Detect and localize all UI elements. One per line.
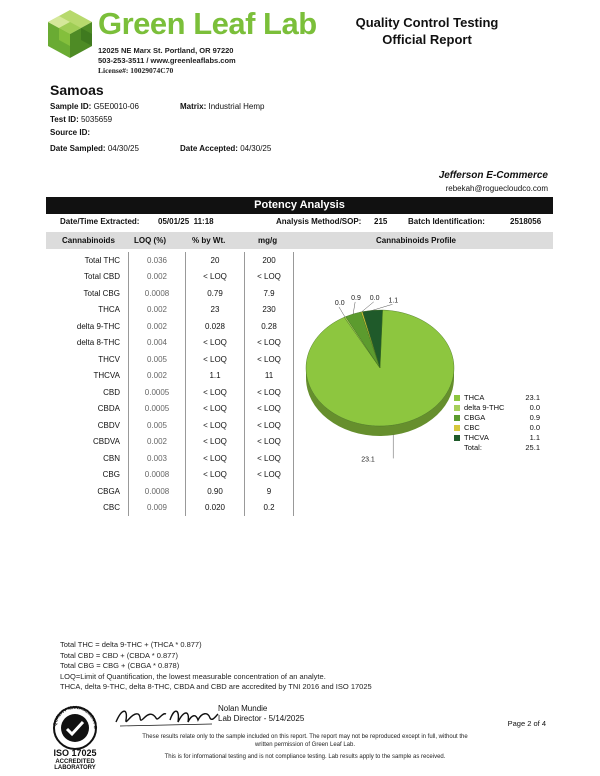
client-email: rebekah@roguecloudco.com [445,184,548,193]
legend-total [452,443,546,453]
potency-table [46,252,294,516]
cannabinoids-pie-chart [300,262,460,494]
table-row [46,335,294,352]
disclaimer-line-3: This is for informational testing and is not compliance testing. Lab results apply to the sample as received. [164,754,446,760]
extracted-value: 05/01/25 11:18 [158,217,214,226]
extracted-label: Date/Time Extracted: [60,217,140,226]
date-accepted [180,143,271,155]
report-title-line-2: Official Report [382,32,472,47]
weight-percent: 0.79 [186,285,245,302]
legend-name: CBC [464,423,480,432]
loq-value: 0.004 [129,335,186,352]
footnote-line: LOQ=Limit of Quantification, the lowest measurable concentration of an analyte. [60,671,326,681]
source-id-label: Source ID: [50,128,91,137]
mg-per-g: 230 [245,302,294,319]
test-id [50,114,112,126]
date-sampled-value: 04/30/25 [107,144,139,153]
lab-address: 12025 NE Marx St. Portland, OR 97220 [98,46,234,55]
page-number: Page 2 of 4 [507,719,546,728]
loq-value: 0.0005 [129,401,186,418]
brand-name: Green Leaf Lab [98,6,317,41]
cannabinoid-name: CBDVA [93,437,120,447]
seal-iso: ISO 17025 [53,748,97,758]
cannabinoid-name: CBN [103,453,120,463]
matrix [180,101,265,113]
batch-label: Batch Identification: [408,217,485,226]
cannabinoid-name: CBD [103,387,120,397]
footnote-line: Total THC = delta 9-THC + (THCA * 0.877) [60,640,202,649]
legend-swatch [454,415,460,421]
weight-percent: 1.1 [186,368,245,385]
mg-per-g: < LOQ [245,417,294,434]
cannabinoid-name: THCVA [93,371,120,381]
loq-value: 0.0008 [129,467,186,484]
footnotes [60,640,372,693]
legend-swatch [454,425,460,431]
test-id-value: 5035659 [80,115,113,124]
pie-top [306,310,454,426]
legend-value: 0.0 [529,423,540,432]
loq-value: 0.0008 [129,285,186,302]
mg-per-g: < LOQ [245,450,294,467]
legend-entry [452,423,546,433]
loq-value: 0.036 [129,252,186,269]
weight-percent: 0.90 [186,483,245,500]
table-row [46,368,294,385]
footnote-line: THCA, delta 9-THC, delta 8-THC, CBDA and CBD are accredited by TNI 2016 and ISO 17025 [60,682,372,691]
footnote-line: Total CBD = CBD + (CBDA * 0.877) [60,650,178,660]
table-row [46,434,294,451]
pie-legend [452,393,546,453]
loq-value: 0.005 [129,351,186,368]
loq-value: 0.002 [129,434,186,451]
weight-percent: 20 [186,252,245,269]
director-signature-icon [112,704,222,732]
pie-leader-line [372,304,392,310]
mg-per-g: < LOQ [245,467,294,484]
table-row [46,252,294,269]
lab-license: License#: 10029074C70 [98,66,174,75]
mg-per-g: 11 [245,368,294,385]
loq-value: 0.003 [129,450,186,467]
disclaimer-line-1: These results relate only to the sample included on this report. The report may not be reproduced except in full, without the [142,734,468,740]
legend-total-label: Total: [464,443,482,452]
matrix-value: Industrial Hemp [208,102,265,111]
cannabinoid-name: CBDV [97,420,120,430]
legend-entry [452,433,546,443]
director-title: Lab Director - 5/14/2025 [218,714,305,723]
pie-data-label: 0.0 [369,294,380,302]
col-wt: % by Wt. [192,236,226,245]
loq-value: 0.005 [129,417,186,434]
lab-address-block [98,46,236,76]
table-row [46,285,294,302]
legend-entry [452,403,546,413]
loq-value: 0.002 [129,368,186,385]
cannabinoid-name: Total CBG [83,288,120,298]
report-title [342,14,512,48]
legend-entry [452,393,546,403]
weight-percent: 0.020 [186,500,245,517]
date-sampled [50,143,139,155]
col-cannabinoids: Cannabinoids [62,236,115,245]
sample-id [50,101,139,113]
director-name: Nolan Mundie [218,704,268,713]
legend-swatch [454,405,460,411]
iso-17025-seal-icon [46,704,104,770]
weight-percent: 0.028 [186,318,245,335]
date-accepted-value: 04/30/25 [240,144,272,153]
table-row [46,269,294,286]
table-row [46,302,294,319]
weight-percent: < LOQ [186,351,245,368]
green-leaf-lab-logo-icon [46,8,94,60]
cannabinoid-name: CBC [103,503,120,513]
weight-percent: < LOQ [186,450,245,467]
potency-table-header [46,232,553,249]
weight-percent: < LOQ [186,384,245,401]
mg-per-g: 9 [245,483,294,500]
pie-leader-line [353,302,355,314]
table-row [46,483,294,500]
loq-value: 0.002 [129,318,186,335]
loq-value: 0.0005 [129,384,186,401]
cannabinoid-name: THCV [98,354,120,364]
seal-laboratory: LABORATORY [54,765,96,770]
method-value: 215 [374,217,388,226]
pie-data-label: 1.1 [388,297,399,305]
matrix-label: Matrix: [180,102,207,111]
mg-per-g: < LOQ [245,434,294,451]
pie-data-label: 0.9 [351,294,361,302]
weight-percent: < LOQ [186,401,245,418]
legend-swatch [454,395,460,401]
date-sampled-label: Date Sampled: [50,144,106,153]
legend-name: delta 9-THC [464,403,505,412]
weight-percent: < LOQ [186,335,245,352]
weight-percent: < LOQ [186,434,245,451]
mg-per-g: 0.2 [245,500,294,517]
loq-value: 0.002 [129,302,186,319]
potency-meta [46,214,553,230]
sample-id-label: Sample ID: [50,102,92,111]
report-title-line-1: Quality Control Testing [355,15,499,30]
mg-per-g: < LOQ [245,335,294,352]
weight-percent: < LOQ [186,467,245,484]
mg-per-g: 0.28 [245,318,294,335]
legend-value: 0.0 [529,403,540,412]
mg-per-g: < LOQ [245,351,294,368]
legend-value: 23.1 [525,393,540,402]
legend-name: THCVA [464,433,489,442]
client-block [439,170,548,193]
director-block [218,704,304,724]
legend-value: 0.9 [529,413,540,422]
table-row [46,500,294,517]
table-row [46,417,294,434]
table-row [46,401,294,418]
table-row [46,384,294,401]
batch-value: 2518056 [510,217,542,226]
cannabinoid-name: delta 9-THC [76,321,120,331]
legend-name: THCA [464,393,485,402]
mg-per-g: < LOQ [245,384,294,401]
seal-accredited: ACCREDITED [55,759,95,765]
col-loq: LOQ (%) [134,236,166,245]
sample-id-value: G5E0010-06 [93,102,139,111]
sample-name: Samoas [50,82,104,98]
table-row [46,318,294,335]
footnote-line: Total CBG = CBG + (CBGA * 0.878) [60,661,180,670]
legend-value: 1.1 [529,433,540,442]
client-name: Jefferson E-Commerce [438,170,548,181]
mg-per-g: < LOQ [245,269,294,286]
cannabinoid-name: CBDA [97,404,120,414]
legend-swatch [454,435,460,441]
cannabinoid-name: Total THC [84,255,120,265]
test-id-label: Test ID: [50,115,79,124]
weight-percent: < LOQ [186,417,245,434]
table-row [46,467,294,484]
legend-entry [452,413,546,423]
cannabinoid-name: CBGA [97,486,120,496]
table-row [46,450,294,467]
col-mg: mg/g [258,236,278,245]
weight-percent: < LOQ [186,269,245,286]
cannabinoid-name: delta 8-THC [76,338,120,348]
col-profile: Cannabinoids Profile [376,236,457,245]
pie-data-label: 0.0 [334,299,345,307]
cannabinoid-name: CBG [102,470,120,480]
mg-per-g: 7.9 [245,285,294,302]
disclaimer [120,733,490,761]
source-id [50,127,90,139]
loq-value: 0.002 [129,269,186,286]
lab-contact: 503-253-3511 / www.greenleaflabs.com [98,56,236,65]
mg-per-g: 200 [245,252,294,269]
legend-name: CBGA [464,413,486,422]
loq-value: 0.0008 [129,483,186,500]
loq-value: 0.009 [129,500,186,517]
date-accepted-label: Date Accepted: [180,144,238,153]
cannabinoid-name: THCA [98,305,120,315]
seal-top-text: QUALITY MANAGEMENT S [52,704,99,729]
disclaimer-line-2: written permission of Green Leaf Lab. [254,742,356,748]
pie-data-label: 23.1 [361,456,375,464]
potency-title: Potency Analysis [46,197,553,214]
legend-total-value: 25.1 [525,443,540,452]
pie-leader-line [339,307,345,317]
method-label: Analysis Method/SOP: [276,217,362,226]
table-row [46,351,294,368]
weight-percent: 23 [186,302,245,319]
mg-per-g: < LOQ [245,401,294,418]
cannabinoid-name: Total CBD [83,272,120,282]
